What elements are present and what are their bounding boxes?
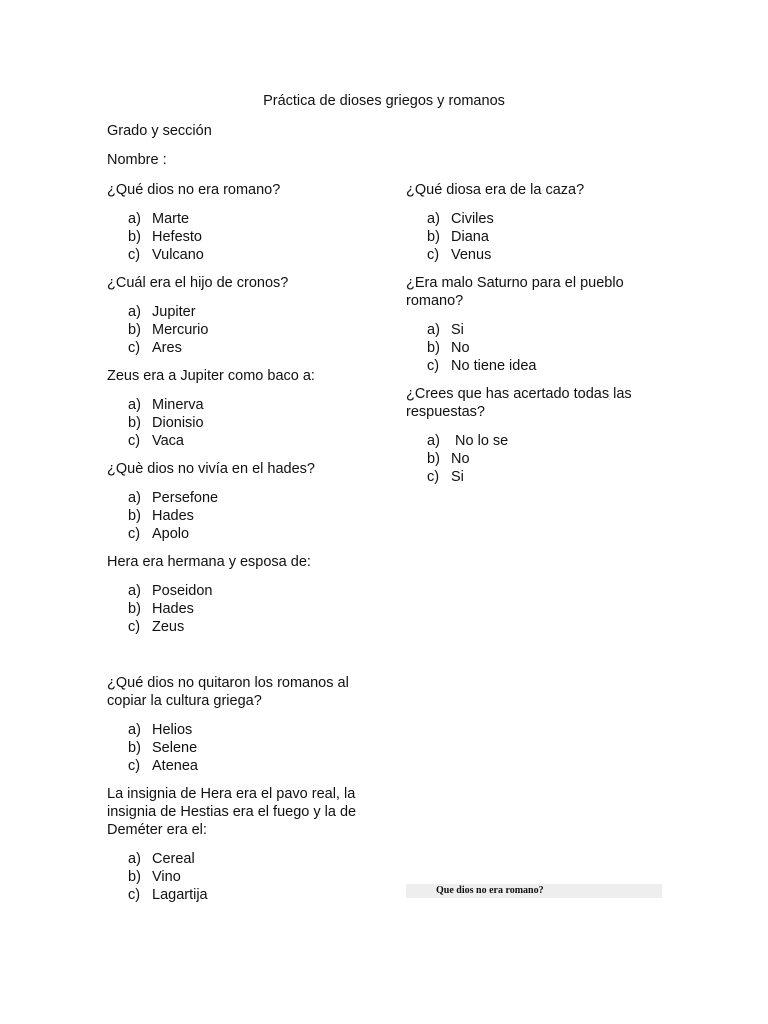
option-item	[107, 303, 369, 321]
option-letter: c)	[128, 433, 141, 449]
question-block	[107, 674, 369, 775]
option-letter: a)	[128, 851, 141, 867]
option-item	[107, 489, 369, 507]
option-text: Selene	[152, 740, 198, 756]
option-letter: a)	[128, 722, 141, 738]
option-item	[107, 432, 369, 450]
option-item	[107, 582, 369, 600]
option-letter: c)	[128, 758, 141, 774]
option-text: Diana	[451, 229, 489, 245]
option-item	[406, 321, 646, 339]
option-text: No	[451, 451, 470, 467]
option-text: Minerva	[152, 397, 204, 413]
option-letter: a)	[128, 490, 141, 506]
question-text: ¿Qué dios no quitaron los romanos al copiar la cultura griega?	[107, 675, 349, 709]
question-text: La insignia de Hera era el pavo real, la insignia de Hestias era el fuego y la de Deméter era el:	[107, 786, 357, 838]
options-list	[406, 210, 646, 264]
options-list	[107, 489, 369, 543]
option-item	[107, 396, 369, 414]
option-item	[107, 228, 369, 246]
option-item	[406, 432, 646, 450]
question-block	[107, 274, 369, 357]
option-text: Marte	[152, 211, 190, 227]
question-block	[107, 460, 369, 543]
option-text: Persefone	[152, 490, 219, 506]
option-letter: c)	[128, 247, 141, 263]
right-question-column	[406, 181, 646, 496]
option-text: Civiles	[451, 211, 494, 227]
options-list	[107, 721, 369, 775]
grade-label: Grado y sección	[107, 123, 212, 139]
option-item	[406, 357, 646, 375]
option-item	[107, 507, 369, 525]
question-block	[107, 181, 369, 264]
option-text: Atenea	[152, 758, 198, 774]
option-letter: c)	[427, 358, 440, 374]
option-letter: b)	[128, 229, 141, 245]
question-block	[406, 181, 646, 264]
option-item	[107, 618, 369, 636]
question-block	[107, 553, 369, 636]
option-text: Ares	[152, 340, 182, 356]
option-item	[107, 339, 369, 357]
option-text: No lo se	[451, 433, 509, 449]
option-letter: b)	[427, 340, 440, 356]
option-text: Vaca	[152, 433, 184, 449]
option-text: Jupiter	[152, 304, 196, 320]
option-text: Dionisio	[152, 415, 204, 431]
name-label: Nombre :	[107, 152, 167, 168]
option-letter: b)	[427, 229, 440, 245]
option-item	[107, 721, 369, 739]
option-letter: c)	[128, 340, 141, 356]
option-letter: b)	[128, 322, 141, 338]
question-block	[406, 385, 646, 486]
option-item	[406, 246, 646, 264]
option-letter: a)	[427, 433, 440, 449]
options-list	[107, 210, 369, 264]
option-item	[107, 525, 369, 543]
options-list	[107, 582, 369, 636]
option-text: Si	[451, 322, 464, 338]
option-text: Si	[451, 469, 464, 485]
option-text: Hefesto	[152, 229, 202, 245]
option-letter: a)	[128, 397, 141, 413]
option-item	[107, 246, 369, 264]
option-text: Vulcano	[152, 247, 204, 263]
question-text: Hera era hermana y esposa de:	[107, 554, 311, 570]
page-title: Práctica de dioses griegos y romanos	[263, 93, 505, 109]
option-text: Vino	[152, 869, 181, 885]
question-text: ¿Cuál era el hijo de cronos?	[107, 275, 289, 291]
option-text: Helios	[152, 722, 193, 738]
option-item	[107, 757, 369, 775]
option-item	[406, 339, 646, 357]
question-block	[107, 367, 369, 450]
option-letter: b)	[128, 415, 141, 431]
option-item	[406, 228, 646, 246]
question-block	[406, 274, 646, 375]
option-letter: b)	[427, 451, 440, 467]
question-text: ¿Crees que has acertado todas las respuestas?	[406, 386, 632, 420]
question-text: ¿Què dios no vivía en el hades?	[107, 461, 315, 477]
option-item	[107, 321, 369, 339]
option-letter: c)	[128, 887, 141, 903]
options-list	[107, 850, 369, 904]
option-text: Apolo	[152, 526, 190, 542]
option-letter: a)	[427, 322, 440, 338]
option-item	[107, 739, 369, 757]
options-list	[107, 303, 369, 357]
option-letter: b)	[128, 508, 141, 524]
option-letter: c)	[427, 469, 440, 485]
option-text: Hades	[152, 508, 194, 524]
option-item	[107, 210, 369, 228]
option-text: No tiene idea	[451, 358, 537, 374]
option-item	[107, 600, 369, 618]
option-item	[406, 450, 646, 468]
option-letter: b)	[128, 869, 141, 885]
footer-caption-strip: Que dios no era romano?	[406, 884, 662, 898]
question-text: ¿Qué diosa era de la caza?	[406, 182, 585, 198]
option-item	[107, 886, 369, 904]
option-letter: a)	[427, 211, 440, 227]
option-text: Zeus	[152, 619, 185, 635]
option-text: Hades	[152, 601, 194, 617]
question-text: ¿Qué dios no era romano?	[107, 182, 281, 198]
option-letter: a)	[128, 304, 141, 320]
option-letter: a)	[128, 583, 141, 599]
option-letter: c)	[128, 619, 141, 635]
question-text: ¿Era malo Saturno para el pueblo romano?	[406, 275, 624, 309]
option-text: Lagartija	[152, 887, 208, 903]
option-letter: c)	[427, 247, 440, 263]
question-text: Zeus era a Jupiter como baco a:	[107, 368, 315, 384]
option-item	[406, 210, 646, 228]
option-text: Mercurio	[152, 322, 209, 338]
option-letter: a)	[128, 211, 141, 227]
option-text: No	[451, 340, 470, 356]
option-text: Venus	[451, 247, 492, 263]
options-list	[107, 396, 369, 450]
option-text: Cereal	[152, 851, 195, 867]
options-list	[406, 432, 646, 486]
options-list	[406, 321, 646, 375]
left-question-column	[107, 181, 369, 914]
option-item	[107, 414, 369, 432]
option-item	[406, 468, 646, 486]
question-block	[107, 785, 369, 904]
option-item	[107, 850, 369, 868]
option-text: Poseidon	[152, 583, 213, 599]
option-letter: b)	[128, 601, 141, 617]
option-letter: b)	[128, 740, 141, 756]
option-letter: c)	[128, 526, 141, 542]
option-item	[107, 868, 369, 886]
